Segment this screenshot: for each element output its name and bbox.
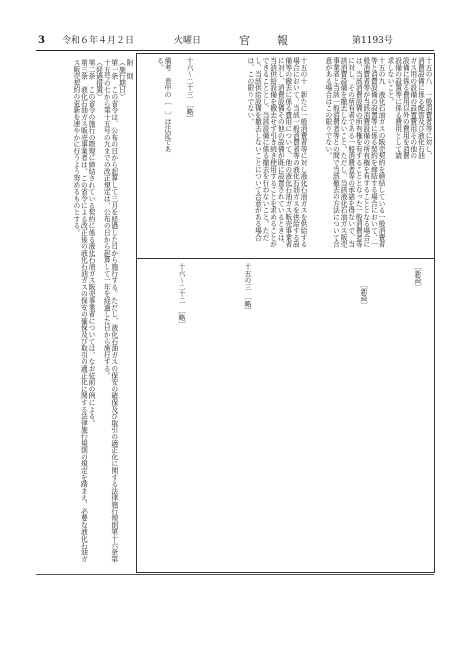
- table-border-bottom: [136, 572, 434, 573]
- row-15-8-text: 十五の八 一般消費者等に対し、消費設備に係る配管及び液化石油ガス用の設備の設置費用その他の設備に係る費用以外の費用を消費設備の設置等に係る費用として請求しないこと。: [386, 57, 432, 159]
- page-bottom-rule: [36, 574, 434, 575]
- row-15-3-ref: 十五の三 ［略］: [243, 263, 251, 314]
- issue-number: 第1193号: [352, 36, 393, 46]
- gazette-header: [36, 33, 434, 49]
- publication-title: 官 報: [239, 34, 296, 47]
- table-note: 備考 表中の［ ］は注記である。: [155, 57, 171, 153]
- issue-date: 令和６年４月２日: [62, 36, 135, 46]
- header-rule: [36, 50, 434, 51]
- supplementary-article-3: 第三条 液化石油ガス販売事業者は、この省令による改正後の液化石油ガスの保安の確保及び取引の適正化に関する法律施行規則の規定を踏まえ、必要な液化石油ガス販売契約の更新を速やかに行うよう努めるものとする。: [71, 59, 88, 563]
- table-border-right: [434, 53, 435, 573]
- supplementary-article-2: 第二条 この省令の施行の際現に締結されている契約に係る液化石油ガス販売事業者については、なお従前の例による。: [87, 59, 96, 427]
- table-midline: [136, 258, 434, 259]
- page-number: 3: [38, 35, 45, 46]
- table-border-left: [136, 53, 137, 573]
- supplementary-article-1: 第一条 この省令は、公布の日から起算して三月を経過した日から施行する。ただし、液化石油ガスの保安の確保及び取引の適正化に関する法律施行規則第十六条第十五号の七から第十五号の九までの改正規定は、公布の日から起算して一年を経過した日から施行する。: [102, 59, 118, 563]
- new-label-1: ［新設］: [413, 263, 421, 291]
- row-16-22-ref: 十六〜二十二 ［略］: [177, 263, 185, 328]
- issue-weekday: 火曜日: [174, 36, 202, 46]
- row-15-9-text: 十五の九 液化石油ガスの販売契約を締結している一般消費者等と消費設備の設置等に係る契約を締結する場合において、一般消費者等が当該消費設備の所有権を有することとなる場合には、当該消費設備の所有権を有することとなった一般消費者等に対し、その所有者である一般消費者等の承諾を得ないで、当該消費設備を撤去しないこと。ただし、当該液化石油ガス販売事業者と当該一般消費者等との間で当該撤去の方法について合意がある場合はこの限りでない。: [323, 57, 385, 248]
- supplementary-article-heading-2: （経過措置）: [94, 59, 103, 100]
- row-16-23-ref: 十六〜二十三 ［略］: [185, 57, 193, 122]
- supplementary-provisions: [40, 59, 132, 564]
- supplementary-heading: 附 則: [125, 59, 133, 80]
- new-label-2: ［新設］: [359, 281, 367, 309]
- table-border-top: [136, 53, 434, 54]
- comparison-table: [36, 53, 434, 573]
- supplementary-article-heading-1: （施行期日）: [117, 59, 126, 100]
- row-15-10-text: 十五の十 新たに一般消費者等に対し液化石油ガスを供給する場合において、当該一般消費者等の液化石油ガスを供給する設備等の撤去に係る費用について、他の液化石油ガス販売事業者に対し、消費設備その他の設備が既に設置されているときは、当該供給設備を撤去せず引き続き使用することを求めることができることとし、当該設備に係る撤去を行わないこと。ただし、当該供給設備を撤去しないことについて合意がある場合は、この限りでない。: [245, 57, 307, 248]
